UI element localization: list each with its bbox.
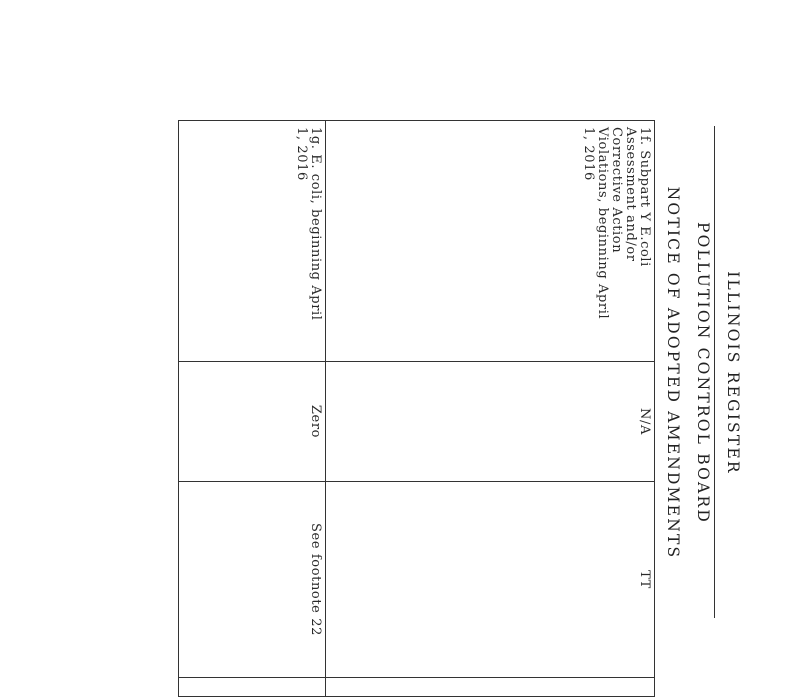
contaminant-cell: 1g. E. coli, beginning April 1, 2016 — [179, 121, 326, 362]
header-rule — [714, 126, 715, 618]
table-row — [326, 121, 655, 697]
method-cell: See footnote 22 — [179, 482, 326, 678]
contaminant-table — [178, 120, 655, 697]
limit-cell: Zero — [179, 362, 326, 482]
truncated-column — [179, 678, 326, 697]
truncated-column — [326, 678, 655, 697]
table-row — [179, 121, 326, 697]
limit-cell: N/A — [326, 362, 655, 482]
contaminant-cell: 1f. Subpart Y E.coli Assessment and/or Corrective Action Violations, beginning April 1, 2016 — [326, 121, 655, 362]
register-title: ILLINOIS REGISTER — [724, 271, 742, 475]
method-cell: TT — [326, 482, 655, 678]
notice-title: NOTICE OF ADOPTED AMENDMENTS — [664, 186, 682, 560]
board-title: POLLUTION CONTROL BOARD — [694, 222, 712, 524]
